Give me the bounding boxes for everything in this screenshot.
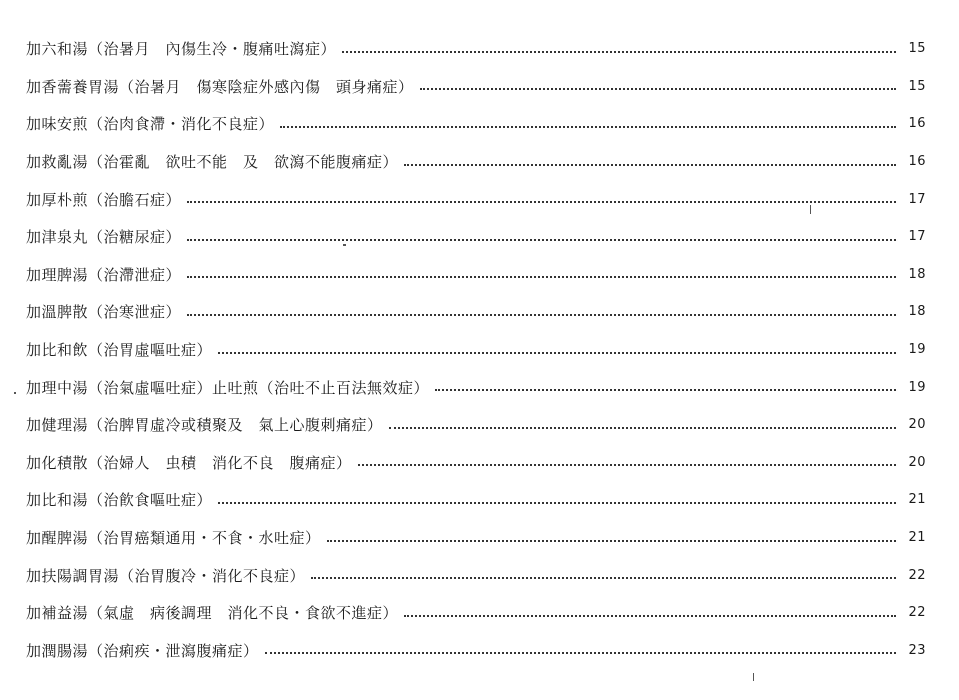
toc-page-number: 22 [908,605,926,621]
toc-page-number: 17 [908,229,926,245]
dot-leader [358,462,896,466]
toc-entry-title: 加厚朴煎（治膽石症） [26,190,182,209]
toc-row [26,632,926,670]
dot-leader [389,425,896,429]
toc-entry-title: 加比和湯（治飮食嘔吐症） [26,491,213,510]
toc-row [26,30,926,68]
dot-leader [187,199,896,203]
toc-row [26,143,926,181]
toc-entry-title: 加健理湯（治脾胃虛冷或積聚及 氣上心腹刺痛症） [26,416,383,435]
dot-leader [435,387,896,391]
toc-page-number: 16 [908,154,926,170]
dot-leader [404,613,896,617]
toc-page-number: 20 [908,417,926,433]
toc-page-number: 19 [908,379,926,395]
toc-row [26,68,926,106]
dot-leader [327,538,896,542]
toc-page-number: 23 [908,642,926,658]
toc-page-number: 16 [908,116,926,132]
toc-entry-title: 加醒脾湯（治胃癌類通用・不食・水吐症） [26,529,321,548]
dot-leader [187,274,896,278]
toc-row [26,406,926,444]
toc-entry-title: 加溫脾散（治寒泄症） [26,303,182,322]
toc-row [26,293,926,331]
dot-leader [420,86,896,90]
toc-row [26,218,926,256]
toc-entry-title: 加理中湯（治氣虛嘔吐症）止吐煎（治吐不止百法無效症） [26,378,430,397]
toc-entry-title: 加六和湯（治暑月 內傷生冷・腹痛吐瀉症） [26,40,337,59]
dot-leader [218,350,896,354]
toc-page-number: 22 [908,567,926,583]
toc-row [26,180,926,218]
dot-leader [311,575,896,579]
dot-leader [404,162,896,166]
toc-row [26,105,926,143]
toc-row [26,481,926,519]
toc-row [26,444,926,482]
scan-speck [810,205,811,214]
toc-page-number: 21 [908,530,926,546]
toc-page-number: 15 [908,78,926,94]
dot-leader [187,312,896,316]
dot-leader [342,49,896,53]
toc-row [26,519,926,557]
toc-row [26,556,926,594]
toc-row [26,331,926,369]
dot-leader [187,237,896,241]
toc-page-number: 18 [908,304,926,320]
toc-entry-title: 加扶陽調胃湯（治胃腹冷・消化不良症） [26,566,306,585]
toc-page-number: 20 [908,454,926,470]
toc-entry-title: 加救亂湯（治霍亂 欲吐不能 及 欲瀉不能腹痛症） [26,153,399,172]
toc-entry-title: 加津泉丸（治糖尿症） [26,228,182,247]
dot-leader [265,650,896,654]
toc-page-number: 15 [908,41,926,57]
toc-entry-title: 加香薷養胃湯（治暑月 傷寒陰症外感內傷 頭身痛症） [26,77,414,96]
toc-row [26,256,926,294]
dot-leader [218,500,896,504]
toc-page-number: 17 [908,191,926,207]
toc-page-number: 19 [908,342,926,358]
toc-entry-title: 加理脾湯（治滯泄症） [26,265,182,284]
toc-page-number: 18 [908,266,926,282]
toc-row [26,368,926,406]
toc-page-number: 21 [908,492,926,508]
scan-speck [14,392,16,394]
scan-speck [343,244,346,246]
toc-entry-title: 加潤腸湯（治痢疾・泄瀉腹痛症） [26,641,259,660]
scan-speck [753,673,754,681]
toc-row [26,594,926,632]
table-of-contents [26,30,926,669]
toc-entry-title: 加補益湯（氣虛 病後調理 消化不良・食欲不進症） [26,604,399,623]
toc-entry-title: 加味安煎（治肉食滯・消化不良症） [26,115,275,134]
dot-leader [280,124,896,128]
toc-entry-title: 加比和飲（治胃虛嘔吐症） [26,341,213,360]
toc-entry-title: 加化積散（治婦人 虫積 消化不良 腹痛症） [26,453,352,472]
